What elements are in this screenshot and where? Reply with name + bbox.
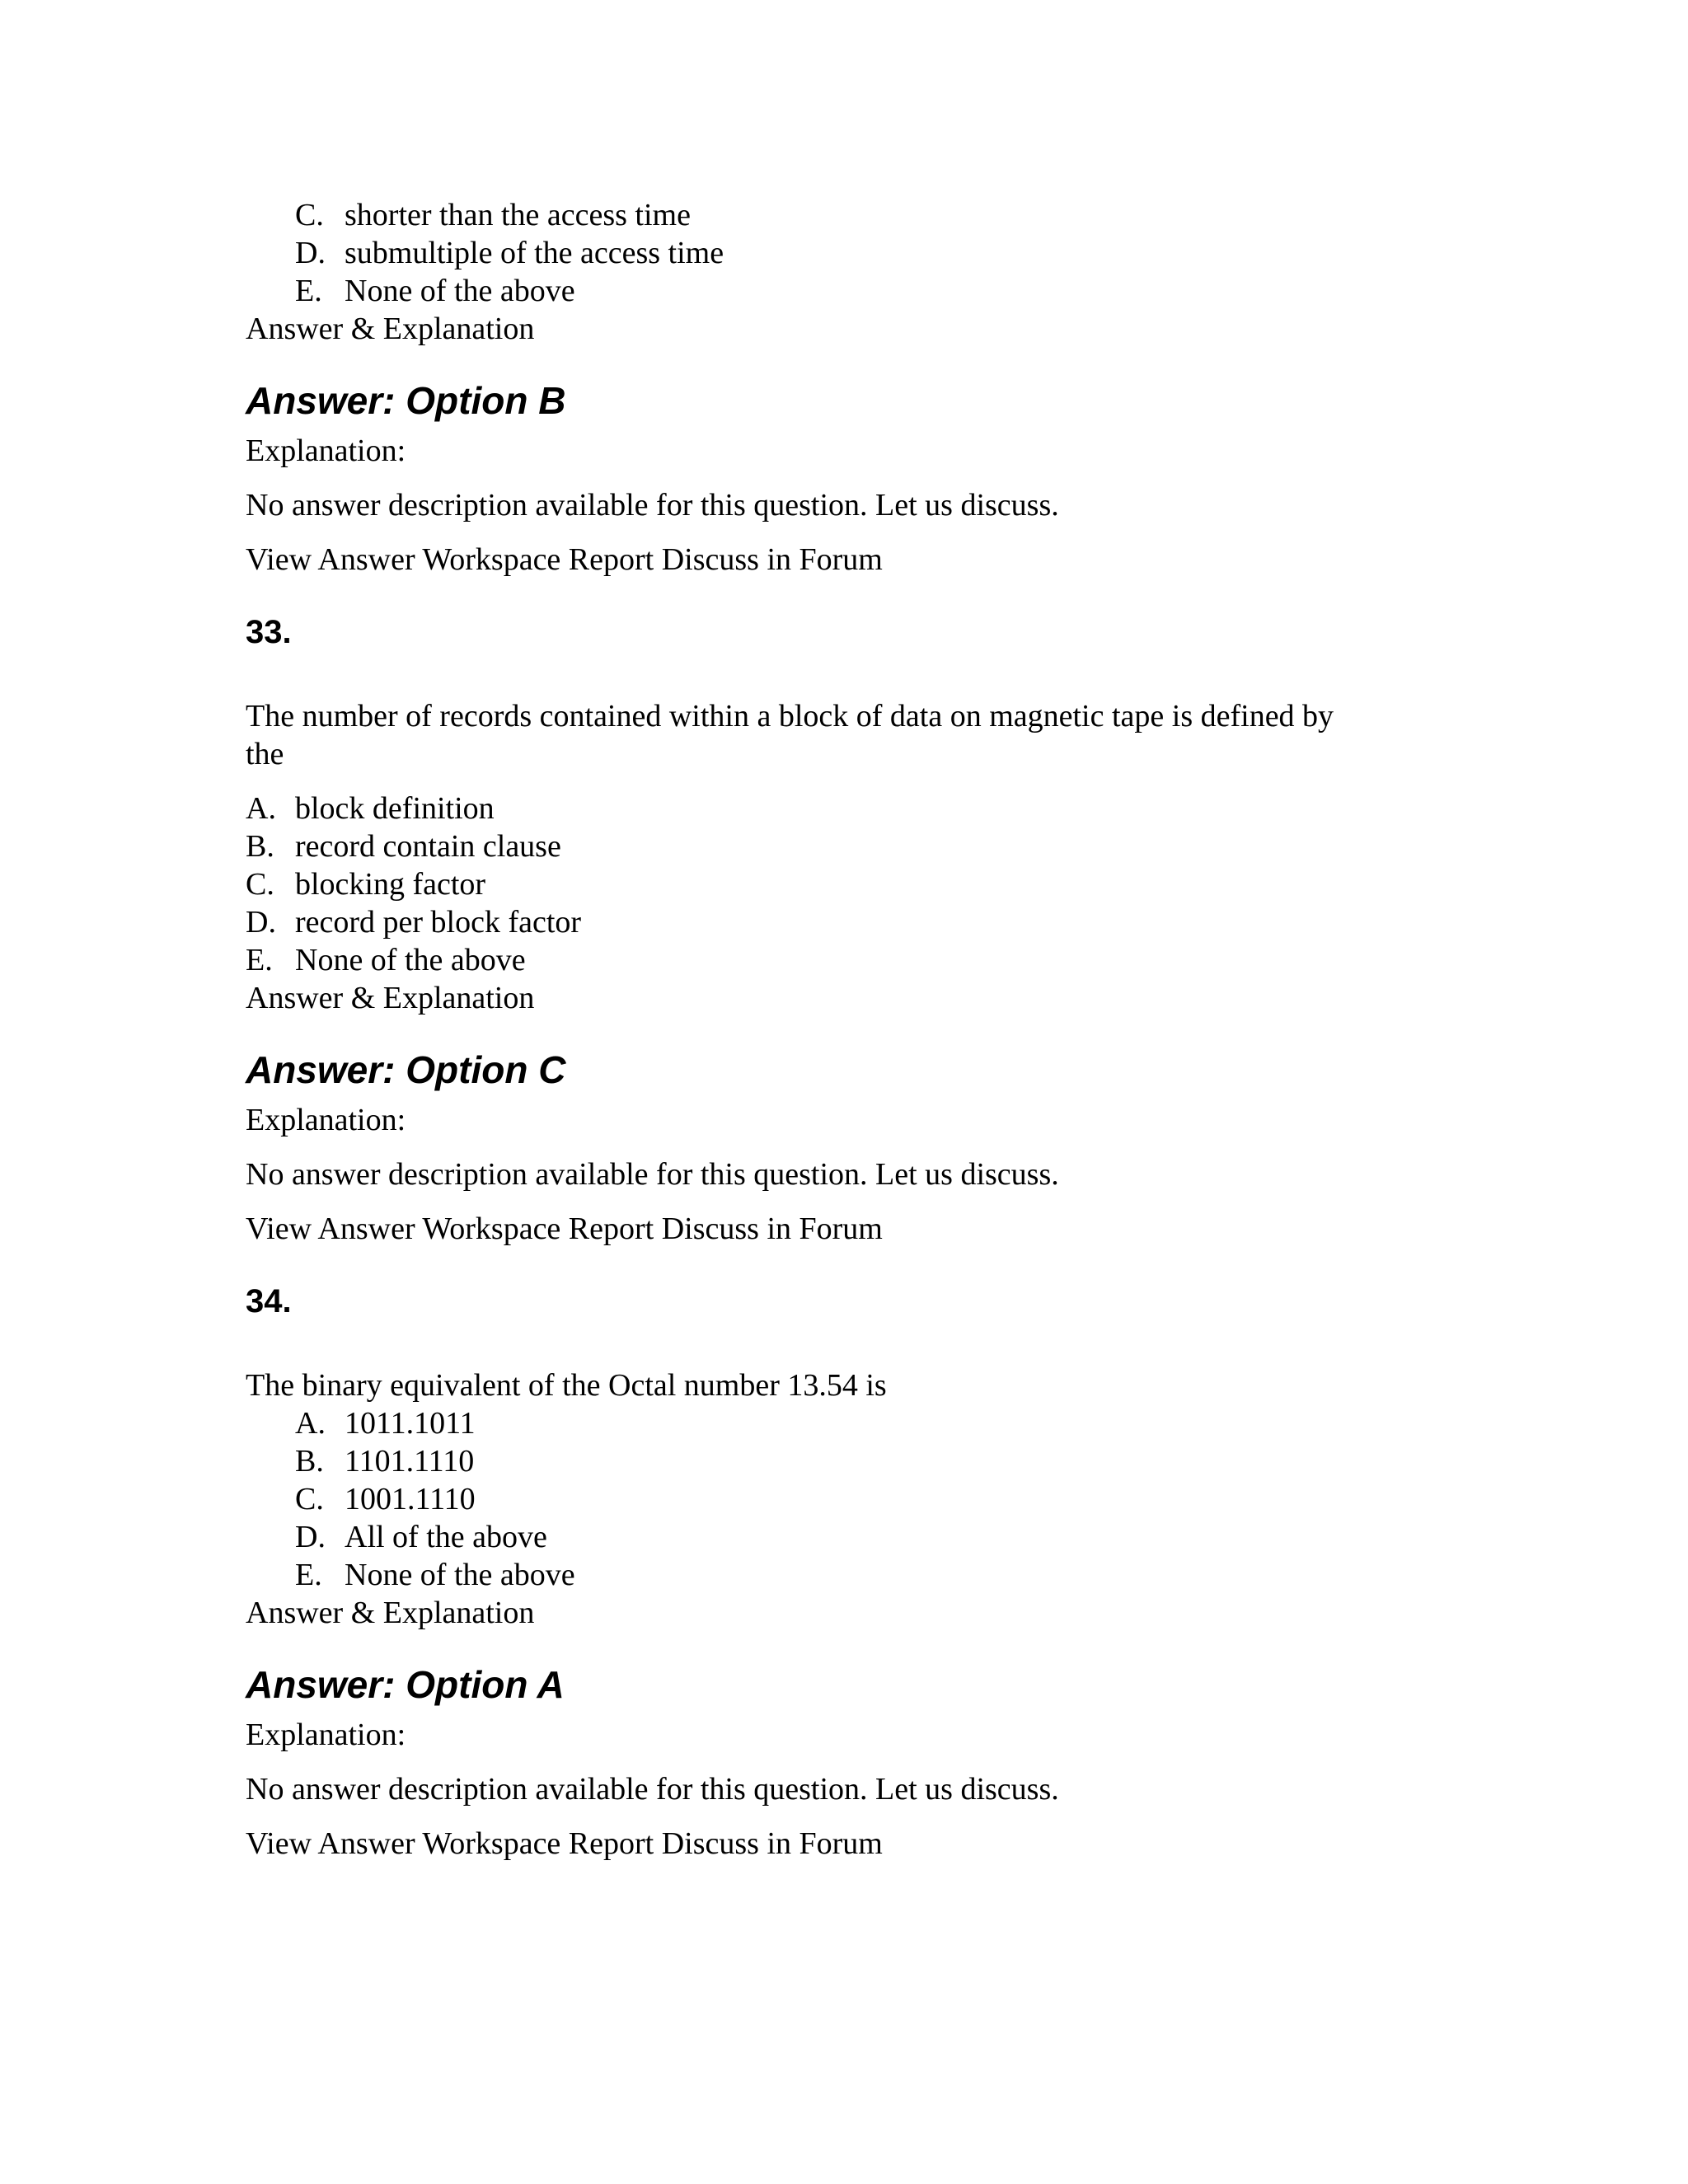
option-d	[246, 903, 581, 941]
option-e	[246, 941, 526, 979]
explanation-label: Explanation:	[246, 434, 406, 468]
option-text: 1101.1110	[345, 1444, 475, 1479]
option-letter: B.	[246, 829, 274, 864]
explanation-text: No answer description available for this question. Let us discuss.	[246, 1157, 1059, 1192]
question-text: The binary equivalent of the Octal number 13.54 is	[246, 1368, 887, 1403]
explanation-label: Explanation:	[246, 1718, 406, 1752]
option-text: blocking factor	[295, 867, 486, 902]
answer-explanation-link[interactable]: Answer & Explanation	[246, 981, 535, 1015]
question-text-line1: The number of records contained within a block of data on magnetic tape is defined by	[246, 699, 1334, 733]
explanation-text: No answer description available for this question. Let us discuss.	[246, 488, 1059, 523]
answer-heading: Answer: Option A	[246, 1663, 565, 1706]
option-text: 1001.1110	[345, 1482, 476, 1516]
answer-explanation-link[interactable]: Answer & Explanation	[246, 1596, 535, 1630]
option-a	[295, 1404, 476, 1442]
option-letter: A.	[246, 791, 276, 826]
explanation-label: Explanation:	[246, 1103, 406, 1137]
answer-explanation-link[interactable]: Answer & Explanation	[246, 312, 535, 346]
explanation-text: No answer description available for this question. Let us discuss.	[246, 1772, 1059, 1807]
option-a	[246, 790, 495, 827]
option-b	[246, 827, 561, 865]
option-letter: E.	[246, 943, 273, 977]
action-links[interactable]: View Answer Workspace Report Discuss in Forum	[246, 1212, 883, 1246]
option-text: None of the above	[345, 274, 575, 308]
option-e	[295, 1556, 575, 1594]
option-b	[295, 1442, 474, 1480]
option-c	[295, 1480, 476, 1518]
option-text: 1011.1011	[345, 1406, 476, 1441]
option-e	[295, 272, 575, 310]
question-number: 33.	[246, 614, 292, 650]
option-letter: C.	[246, 867, 274, 902]
option-text: submultiple of the access time	[345, 236, 724, 270]
option-letter: A.	[295, 1406, 326, 1441]
action-links[interactable]: View Answer Workspace Report Discuss in Forum	[246, 1826, 883, 1861]
option-letter: D.	[295, 1520, 326, 1554]
option-text: record contain clause	[295, 829, 561, 864]
answer-heading: Answer: Option C	[246, 1048, 566, 1091]
answer-heading: Answer: Option B	[246, 379, 566, 422]
option-letter: D.	[246, 905, 276, 940]
option-letter: E.	[295, 274, 322, 308]
question-text-line2: the	[246, 737, 284, 771]
option-text: All of the above	[345, 1520, 547, 1554]
option-d	[295, 1518, 547, 1556]
option-text: shorter than the access time	[345, 198, 691, 232]
question-number: 34.	[246, 1283, 292, 1319]
option-text: None of the above	[345, 1558, 575, 1592]
option-d	[295, 234, 724, 272]
option-letter: D.	[295, 236, 326, 270]
option-text: record per block factor	[295, 905, 582, 940]
action-links[interactable]: View Answer Workspace Report Discuss in Forum	[246, 542, 883, 577]
option-letter: C.	[295, 1482, 324, 1516]
option-text: None of the above	[295, 943, 526, 977]
option-letter: C.	[295, 198, 324, 232]
option-letter: E.	[295, 1558, 322, 1592]
option-letter: B.	[295, 1444, 324, 1479]
option-c	[246, 865, 485, 903]
option-text: block definition	[295, 791, 495, 826]
option-c	[295, 196, 691, 234]
